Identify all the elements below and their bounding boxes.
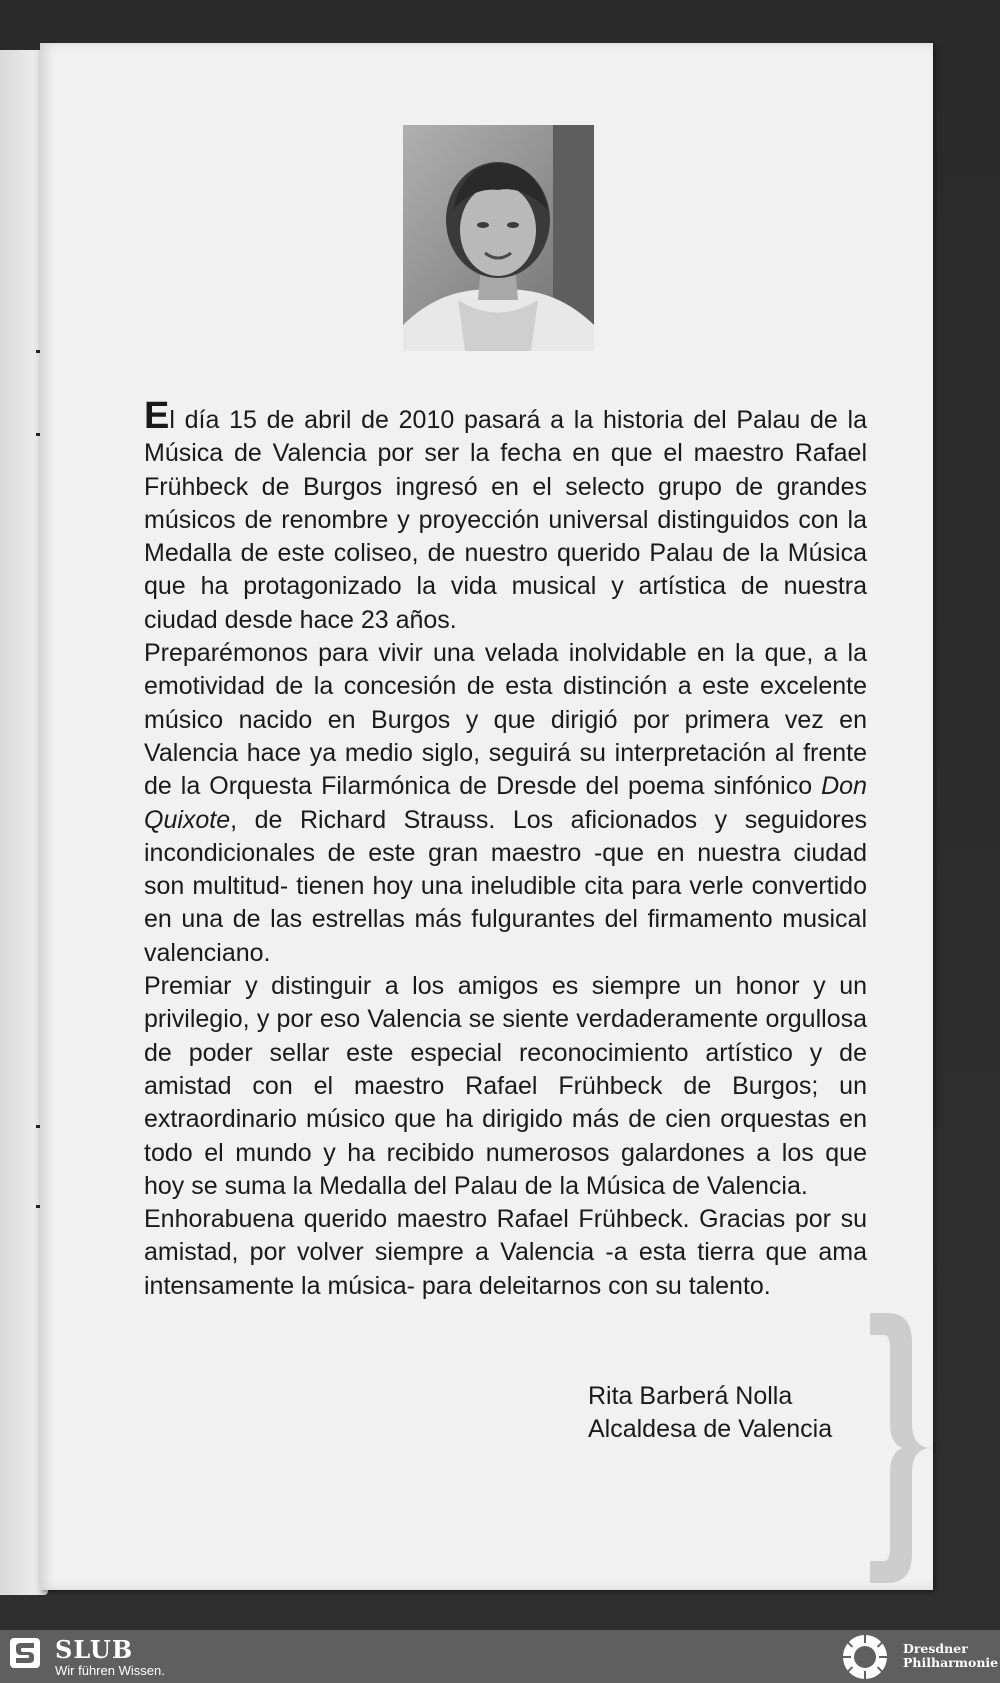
decorative-bracket	[870, 1313, 932, 1583]
slub-logo-icon[interactable]	[10, 1638, 40, 1668]
signature-role: Alcaldesa de Valencia	[588, 1415, 833, 1443]
partner-name[interactable]	[903, 1642, 998, 1670]
paragraph-2-text-a: Preparémonos para vivir una velada inolvidable en la que, a la emotividad de la concesión de esta distinción a este excelente músico nacido en Burgos y que dirigió por primera vez en Valencia hace ya medio siglo, seguirá su interpretación al frente de la Orquesta Filarmónica de Dresde del poema sinfónico	[144, 639, 867, 801]
work-title: Don Quixote	[144, 772, 867, 834]
paragraph-2	[144, 637, 867, 970]
signature-block	[588, 1380, 832, 1446]
drop-cap: E	[144, 395, 170, 437]
partner-line-2: Philharmonie	[903, 1655, 999, 1670]
signature-name: Rita Barberá Nolla	[588, 1382, 793, 1410]
portrait-photo	[403, 125, 594, 351]
partner-line-1: Dresdner	[903, 1641, 968, 1656]
portrait-illustration	[403, 125, 594, 351]
paragraph-2-text-b: , de Richard Strauss. Los aficionados y seguidores incondicionales de este gran maestro -que en nuestra ciudad son multitud- tienen hoy una ineludible cita para verle convertido en una de las estrellas más fulgurantes del firmamento musical valenciano.	[144, 805, 867, 967]
letter-text	[144, 395, 867, 1303]
paragraph-1	[144, 395, 867, 637]
dresdner-philharmonie-logo-icon[interactable]	[840, 1633, 890, 1681]
paragraph-4: Enhorabuena querido maestro Rafael Frühbeck. Gracias por su amistad, por volver siempre a Valencia -a esta tierra que ama intensamente la música- para deleitarnos con su talento.	[144, 1205, 867, 1300]
document-page	[40, 43, 933, 1590]
footer-bar	[0, 1630, 1000, 1683]
slub-name[interactable]: SLUB	[55, 1635, 134, 1664]
paragraph-1-text: l día 15 de abril de 2010 pasará a la historia del Palau de la Música de Valencia por ser la fecha en que el maestro Rafael Frühbeck de Burgos ingresó en el selecto grupo de grandes músicos de renombre y proyección universal distinguidos con la Medalla de este coliseo, de nuestro querido Palau de la Música que ha protagonizado la vida musical y artística de nuestra ciudad desde hace 23 años.	[144, 406, 867, 634]
paragraph-3: Premiar y distinguir a los amigos es siempre un honor y un privilegio, y por eso Valencia se siente verdaderamente orgullosa de poder sellar este especial reconocimiento artístico y de amistad con el maestro Rafael Frühbeck de Burgos; un extraordinario músico que ha dirigido más de cien orquestas en todo el mundo y ha recibido numerosos galardones a los que hoy se suma la Medalla del Palau de la Música de Valencia.	[144, 972, 867, 1200]
slub-tagline: Wir führen Wissen.	[55, 1663, 165, 1678]
